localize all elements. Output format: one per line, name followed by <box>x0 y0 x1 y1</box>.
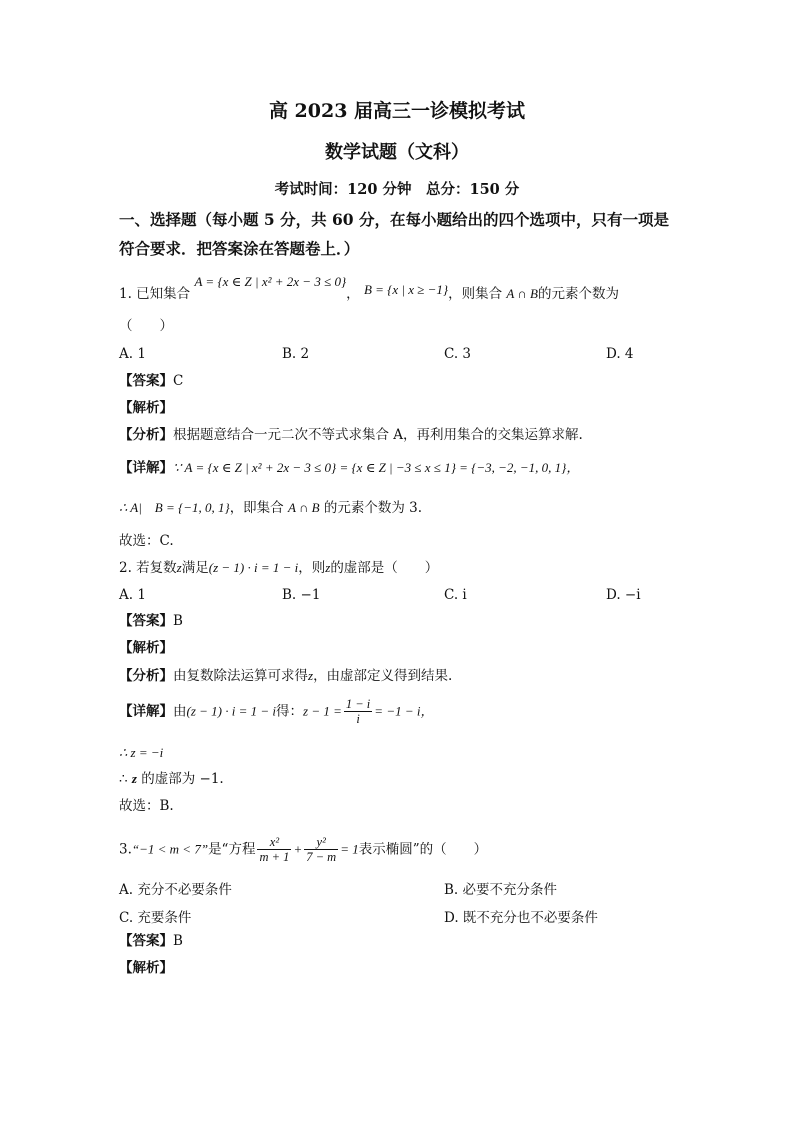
q1-option-b: B. 2 <box>282 346 310 362</box>
q3-answer-tag: 【答案】 <box>119 933 173 949</box>
q3-answer-value: B <box>173 933 183 949</box>
q2-fraction-numerator: 1 − i <box>345 697 371 711</box>
q3-tail: 表示椭圆”的（ ） <box>358 841 488 858</box>
q3-number: 3. <box>119 841 132 858</box>
q1-answer <box>119 373 183 389</box>
exam-info: 考试时间：120 分钟 总分：150 分 <box>274 181 520 198</box>
q1-jiexi-tag: 【解析】 <box>119 400 173 416</box>
q3-mid: 是“方程 <box>208 841 256 858</box>
q1-number: 1. 已知集合 <box>119 286 191 302</box>
q1-set-a: A = {x ∈ Z | x² + 2x − 3 ≤ 0} <box>194 274 347 289</box>
q3-plus: + <box>293 841 303 857</box>
q2-analysis-text-a: 由复数除法运算可求得 <box>173 668 308 684</box>
page-title: 高 2023 届高三一诊模拟考试 <box>268 100 526 122</box>
q2-step2 <box>119 771 224 787</box>
q2-option-a: A. 1 <box>119 587 146 603</box>
q1-answer-value: C <box>173 373 184 389</box>
q2-detail-b: 得： <box>276 703 304 720</box>
q2-detail-a: 由 <box>173 703 187 720</box>
q1-intersection: A ∩ B <box>506 286 538 301</box>
q1-option-a: A. 1 <box>119 346 146 362</box>
section-heading-line1: 一、选择题（每小题 5 分，共 60 分，在每小题给出的四个选项中，只有一项是 <box>119 210 669 229</box>
q2-detail <box>119 697 433 727</box>
q2-tail: ，则 <box>298 560 326 576</box>
q2-detail-tag: 【详解】 <box>119 703 173 720</box>
q3-fraction-1-num: x² <box>257 835 291 850</box>
q3-jiexi-tag: 【解析】 <box>119 960 173 976</box>
q2-fraction-denominator: i <box>356 712 360 727</box>
q2-option-b: B. −1 <box>282 587 321 603</box>
q2-mid: 满足 <box>181 560 209 576</box>
q2-equation: (z − 1) · i = 1 − i <box>208 560 299 575</box>
q2-answer <box>119 613 183 629</box>
section-heading-line2: 符合要求．把答案涂在答题卷上．） <box>119 239 360 258</box>
q3-stem <box>119 835 487 865</box>
q1-analysis-tag: 【分析】 <box>119 427 173 443</box>
page-subtitle: 数学试题（文科） <box>325 142 469 163</box>
q2-detail-rhs: = −1 − i， <box>374 703 434 719</box>
q1-step2-inter: A ∩ B <box>287 500 320 515</box>
q2-answer-tag: 【答案】 <box>119 613 173 629</box>
q3-condition: “−1 < m < 7” <box>131 841 209 857</box>
q1-tail2: 的元素个数为 <box>537 286 619 302</box>
q1-answer-tag: 【答案】 <box>119 373 173 389</box>
q1-tail1: ，则集合 <box>448 286 503 302</box>
q1-option-d: D. 4 <box>606 346 634 362</box>
q2-analysis-z: z <box>308 668 314 683</box>
q2-jiexi-tag: 【解析】 <box>119 640 173 656</box>
q3-fraction-1 <box>257 835 291 865</box>
q3-fraction-1-den: m + 1 <box>259 850 290 865</box>
q1-option-c: C. 3 <box>444 346 472 362</box>
q3-answer <box>119 933 183 949</box>
q2-number: 2. 若复数 <box>119 560 177 576</box>
q1-analysis <box>119 427 583 443</box>
q3-option-c: C. 充要条件 <box>119 910 192 926</box>
q1-step2-tail: 的元素个数为 3. <box>319 500 422 516</box>
q1-set-b: B = {x | x ≥ −1} <box>363 282 449 297</box>
q3-option-b: B. 必要不充分条件 <box>444 882 558 898</box>
q3-fraction-2 <box>304 835 338 865</box>
q2-analysis-text-b: ，由虚部定义得到结果. <box>313 668 453 684</box>
q1-detail-text: ∵ A = {x ∈ Z | x² + 2x − 3 ≤ 0} = {x ∈ Z | −3 ≤ x ≤ 1} = {−3, −2, −1, 0, 1}， <box>173 460 580 475</box>
q2-stem <box>119 560 438 576</box>
q3-option-a: A. 充分不必要条件 <box>119 882 232 898</box>
q3-equals: = 1 <box>340 841 359 857</box>
q2-analysis-tag: 【分析】 <box>119 668 173 684</box>
q2-tail2: 的虚部是（ ） <box>330 560 439 576</box>
q2-analysis <box>119 668 452 684</box>
q3-fraction-2-den: 7 − m <box>306 850 337 865</box>
q3-option-d: D. 既不充分也不必要条件 <box>444 910 598 926</box>
q1-paren: （ ） <box>119 318 173 334</box>
q1-conclusion: 故选：C. <box>119 533 174 549</box>
q1-step2-text: ，即集合 <box>229 500 288 516</box>
q2-detail-fraction <box>344 697 372 727</box>
q1-stem <box>119 274 619 302</box>
q1-step2-eq: ∴ A| B = {−1, 0, 1} <box>119 500 230 515</box>
q1-step2 <box>119 500 422 516</box>
q2-step2-therefore: ∴ <box>119 771 132 787</box>
q2-option-c: C. i <box>444 587 467 603</box>
q1-detail <box>119 460 579 476</box>
q2-detail-eq: (z − 1) · i = 1 − i <box>186 703 277 719</box>
q1-detail-tag: 【详解】 <box>119 460 173 476</box>
q2-step1: ∴ z = −i <box>119 745 164 760</box>
q2-step2-text: 的虚部为 −1. <box>136 771 224 787</box>
q2-detail-lhs: z − 1 = <box>303 703 342 719</box>
q2-step2-z: z <box>131 771 137 786</box>
q1-analysis-text: 根据题意结合一元二次不等式求集合 A，再利用集合的交集运算求解. <box>173 427 583 443</box>
q1-comma: ， <box>346 286 360 302</box>
q2-answer-value: B <box>173 613 183 629</box>
q3-fraction-2-num: y² <box>304 835 338 850</box>
q2-z2: z <box>325 560 331 575</box>
q2-z: z <box>176 560 182 575</box>
q2-option-d: D. −i <box>606 587 641 603</box>
q2-conclusion: 故选：B. <box>119 798 174 814</box>
